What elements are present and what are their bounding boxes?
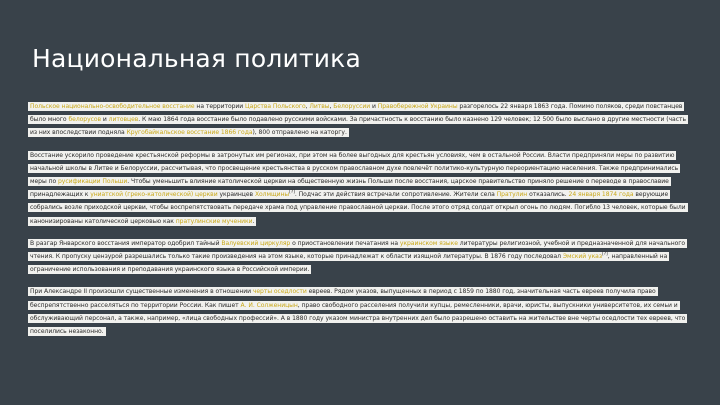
text-run: и [370, 103, 378, 110]
inline-link[interactable]: черты оседлости [252, 288, 307, 296]
inline-link[interactable]: Эмский указ [562, 253, 602, 261]
paragraph-text [30, 287, 685, 336]
inline-link[interactable]: русификации Польши [58, 178, 128, 186]
text-run: В разгар Январского восстания император одобрил тайный [30, 239, 222, 247]
inline-link[interactable]: Правобережной Украины [377, 103, 458, 110]
text-run: , [305, 103, 310, 110]
inline-link[interactable]: Холмщины [254, 191, 290, 199]
text-run: украинцев [217, 191, 255, 199]
paragraph-text [30, 151, 686, 226]
inline-link[interactable]: белорусов [68, 116, 102, 124]
text-run: и [101, 116, 109, 124]
inline-link[interactable]: литовцев [108, 116, 139, 124]
text-run: разгорелось 22 января 1863 года. Помимо поляков, среди повстанцев было много [30, 103, 683, 124]
footnote-marker[interactable]: [?] [289, 190, 295, 196]
text-run: ), 800 отправлено на каторгу. [252, 129, 347, 137]
inline-link[interactable]: украинском языке [399, 239, 458, 247]
text-run: на территории [194, 103, 246, 110]
text-run: верующие собрались возле приходской церкви, чтобы воспрепятствовать передаче храма под управление православной церкви. После этого отряд солдат открыл огонь по людям. Погибло 13 человек, которые были канонизированы католической церковью как [30, 191, 686, 225]
slide-title: Национальная политика [32, 44, 362, 73]
text-run: отказались. [527, 191, 569, 199]
text-run: . [252, 217, 255, 225]
text-run: . К маю 1864 года восстание было подавлено русскими войсками. За причастность к восстанию было казнено 129 человек; 12 500 было выслано в другие местности (часть из них впоследствии подняла [30, 116, 686, 137]
footnote-marker[interactable]: [?] [602, 252, 608, 258]
slide-content [30, 100, 690, 347]
text-run: о приостановлении печатания на [290, 239, 400, 247]
inline-link[interactable]: Царства Польского [245, 103, 306, 110]
text-run: При Александре II произошли существенные изменения в отношении [30, 288, 253, 296]
inline-link[interactable]: Литвы [309, 103, 330, 110]
text-run: Восстание ускорило проведение крестьянской реформы в затронутых им регионах, при этом на более выгодных для крестьян условиях, чем в остальной России. Власти предприняли меры по развитию начальной школы в Литве и Белоруссии, рассчитывая, что просвещение крестьянства в русском православном духе повлечёт политико-культурную переориентацию населения. Также предпринимались меры по [30, 151, 679, 186]
text-run: , [329, 103, 334, 110]
inline-link[interactable]: Валуевский циркуляр [221, 239, 291, 247]
text-run: . Чтобы уменьшить влияние католической церкви на общественную жизнь Польши после восстания, царское правительство приняло решение о переводе в православие принадлежащих к [30, 178, 669, 199]
inline-link[interactable]: Пратулин [496, 191, 528, 199]
paragraph [30, 149, 690, 228]
inline-link[interactable]: униатской (греко-католической) церкви [90, 191, 218, 199]
paragraph-text [30, 239, 685, 274]
text-run: литературы религиозной, учебной и предназначенной для начального чтения. К пропуску цензурой разрешались только такие произведения на этом языке, которые принадлежат к области изящной литературы. В 1876 году последовал [30, 239, 686, 261]
text-run: евреев. Рядом указов, выпущенных в период с 1859 по 1880 год, значительная часть евреев получила право беспрепятственно расселяться по территории России. Как пишет [30, 288, 656, 309]
paragraph [30, 237, 690, 277]
inline-link[interactable]: пратулинские мученики [175, 217, 253, 225]
inline-link[interactable]: Кругобайкальское восстание 1866 года [126, 129, 253, 137]
inline-link[interactable]: Белоруссии [333, 103, 371, 110]
text-run: , право свободного расселения получили купцы, ремесленники, врачи, юристы, выпускники университетов, их семьи и обслуживающий персонал, а также, например, «лица свободных профессий». А в 1880 году указом министра внутренних дел было разрешено оставить на жительстве вне черты оседлости тех евреев, что поселились незаконно. [30, 301, 686, 336]
text-run: . Подчас эти действия встречали сопротивление. Жители села [294, 191, 497, 199]
inline-link[interactable]: А. И. Солженицын [240, 301, 298, 309]
text-run: , направленный на ограничение использования и преподавания украинского языка в Российской империи. [30, 253, 668, 274]
inline-link[interactable]: Польское национально-освободительное восстание [30, 103, 195, 110]
paragraph [30, 285, 690, 338]
inline-link[interactable]: 24 января 1874 года [568, 191, 634, 199]
paragraph-text [30, 102, 686, 137]
paragraph [30, 100, 690, 140]
